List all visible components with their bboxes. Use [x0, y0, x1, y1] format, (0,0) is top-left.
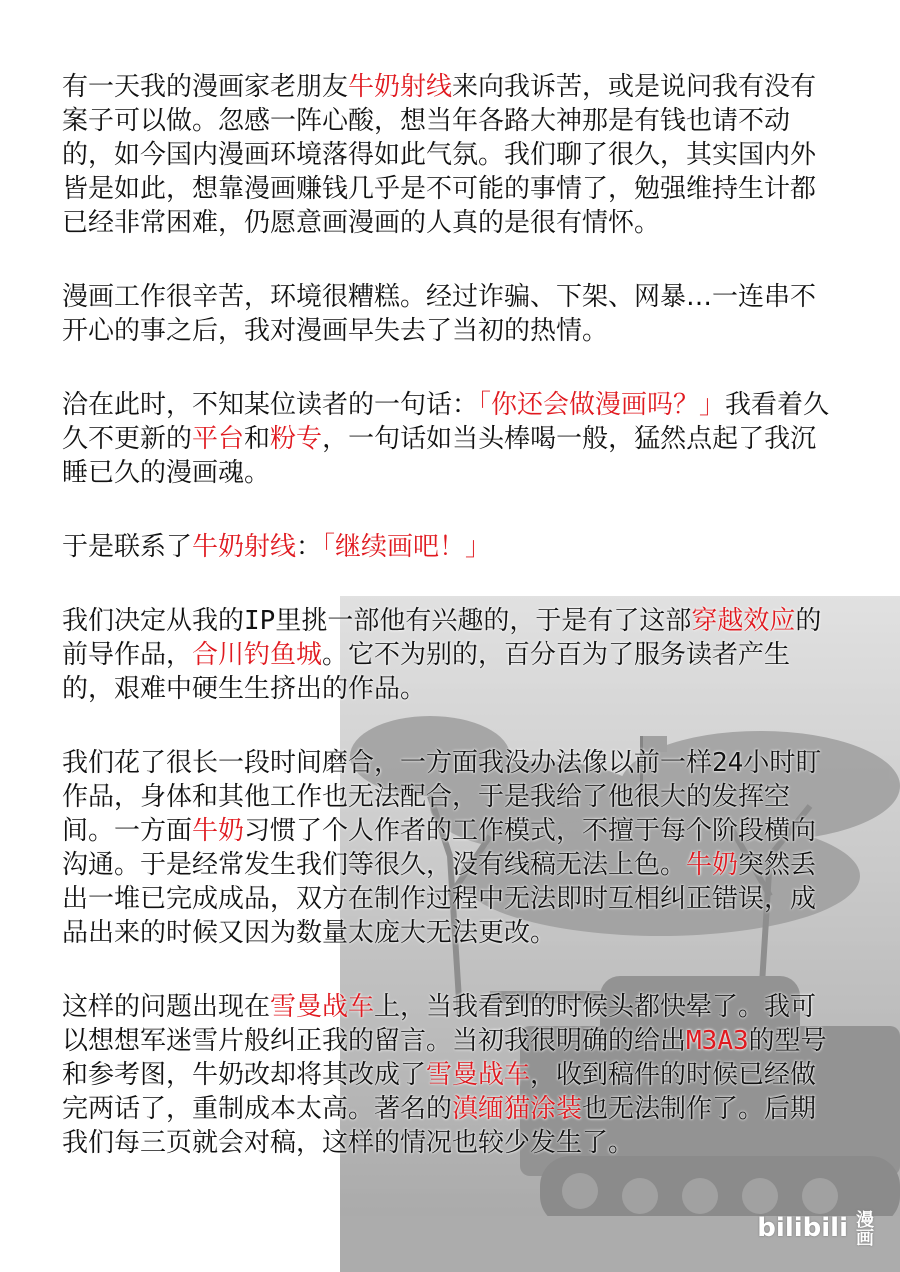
body-text: ： [296, 532, 323, 562]
body-text: 我看着久久不更新的 [62, 390, 830, 454]
body-text: 有一天我的漫画家老朋友 [62, 72, 349, 102]
body-text: 这样的问题出现在 [62, 992, 271, 1022]
paragraph-7 [62, 990, 838, 1160]
highlighted-text: M3A3 [686, 1026, 749, 1056]
highlighted-text: 「继续画吧！」 [322, 532, 492, 562]
highlighted-text: 合川钓鱼城 [192, 640, 323, 670]
bilibili-comics-watermark [757, 1210, 872, 1246]
highlighted-text: 平台 [192, 424, 245, 454]
body-text: ，一句话如当头棒喝一般，猛然点起了我沉睡已久的漫画魂。 [62, 424, 817, 488]
highlighted-text: 牛奶射线 [192, 532, 297, 562]
highlighted-text: 牛奶射线 [348, 72, 453, 102]
body-text: 小时盯作品，身体和其他工作也无法配合，于是我给了他很大的发挥空间。一方面 [62, 748, 822, 846]
body-text: 洽在此时，不知某位读者的一句话： [62, 390, 479, 420]
manhua-tag: 漫画 [853, 1210, 874, 1246]
paragraph-1 [62, 70, 838, 240]
paragraph-4 [62, 530, 838, 564]
body-text: 。它不为别的，百分百为了服务读者产生的，艰难中硬生生挤出的作品。 [62, 640, 791, 704]
body-text: ，收到稿件的时候已经做完两话了，重制成本太高。著名的 [62, 1060, 817, 1124]
body-text: 习惯了个人作者的工作模式，不擅于每个阶段横向沟通。于是经常发生我们等很久，没有线稿无法上色。 [62, 816, 817, 880]
body-text: 24 [712, 748, 744, 778]
body-text: 我们花了很长一段时间磨合，一方面我没办法像以前一样 [62, 748, 713, 778]
highlighted-text: 牛奶 [192, 816, 245, 846]
highlighted-text: 雪曼战车 [270, 992, 375, 1022]
highlighted-text: 穿越效应 [691, 606, 796, 636]
body-text: 也无法制作了。后期我们每三页就会对稿，这样的情况也较少发生了。 [62, 1094, 817, 1158]
body-text: 里挑一部他有兴趣的，于是有了这部 [275, 606, 692, 636]
body-text: 的型号和参考图，牛奶改却将其改成了 [62, 1026, 827, 1090]
body-text: 的前导作品， [62, 606, 822, 670]
body-text: 突然丢出一堆已完成成品，双方在制作过程中无法即时互相纠正错误，成品出来的时候又因为数量太庞大无法更改。 [62, 850, 817, 948]
highlighted-text: 粉专 [270, 424, 323, 454]
paragraph-5 [62, 604, 838, 706]
bilibili-logo: bilibili [757, 1213, 848, 1243]
highlighted-text: 滇缅猫涂装 [452, 1094, 583, 1124]
body-text: 我们决定从我的 [62, 606, 245, 636]
body-text: 漫画工作很辛苦，环境很糟糕。经过诈骗、下架、网暴…一连串不开心的事之后，我对漫画早失去了当初的热情。 [62, 282, 817, 346]
body-text: 上，当我看到的时候头都快晕了。我可以想想军迷雪片般纠正我的留言。当初我很明确的给出 [62, 992, 817, 1056]
paragraph-3 [62, 388, 838, 490]
paragraph-6 [62, 746, 838, 950]
highlighted-text: 「你还会做漫画吗？」 [478, 390, 726, 420]
body-text: 和 [244, 424, 271, 454]
article-body [62, 70, 838, 1200]
body-text: 于是联系了 [62, 532, 193, 562]
body-text: IP [244, 606, 276, 636]
body-text: 来向我诉苦，或是说问我有没有案子可以做。忽感一阵心酸，想当年各路大神那是有钱也请不动的，如今国内漫画环境落得如此气氛。我们聊了很久，其实国内外皆是如此，想靠漫画赚钱几乎是不可能的事情了，勉强维持生计都已经非常困难，仍愿意画漫画的人真的是很有情怀。 [62, 72, 817, 238]
highlighted-text: 牛奶 [686, 850, 739, 880]
highlighted-text: 雪曼战车 [426, 1060, 531, 1090]
paragraph-2 [62, 280, 838, 348]
